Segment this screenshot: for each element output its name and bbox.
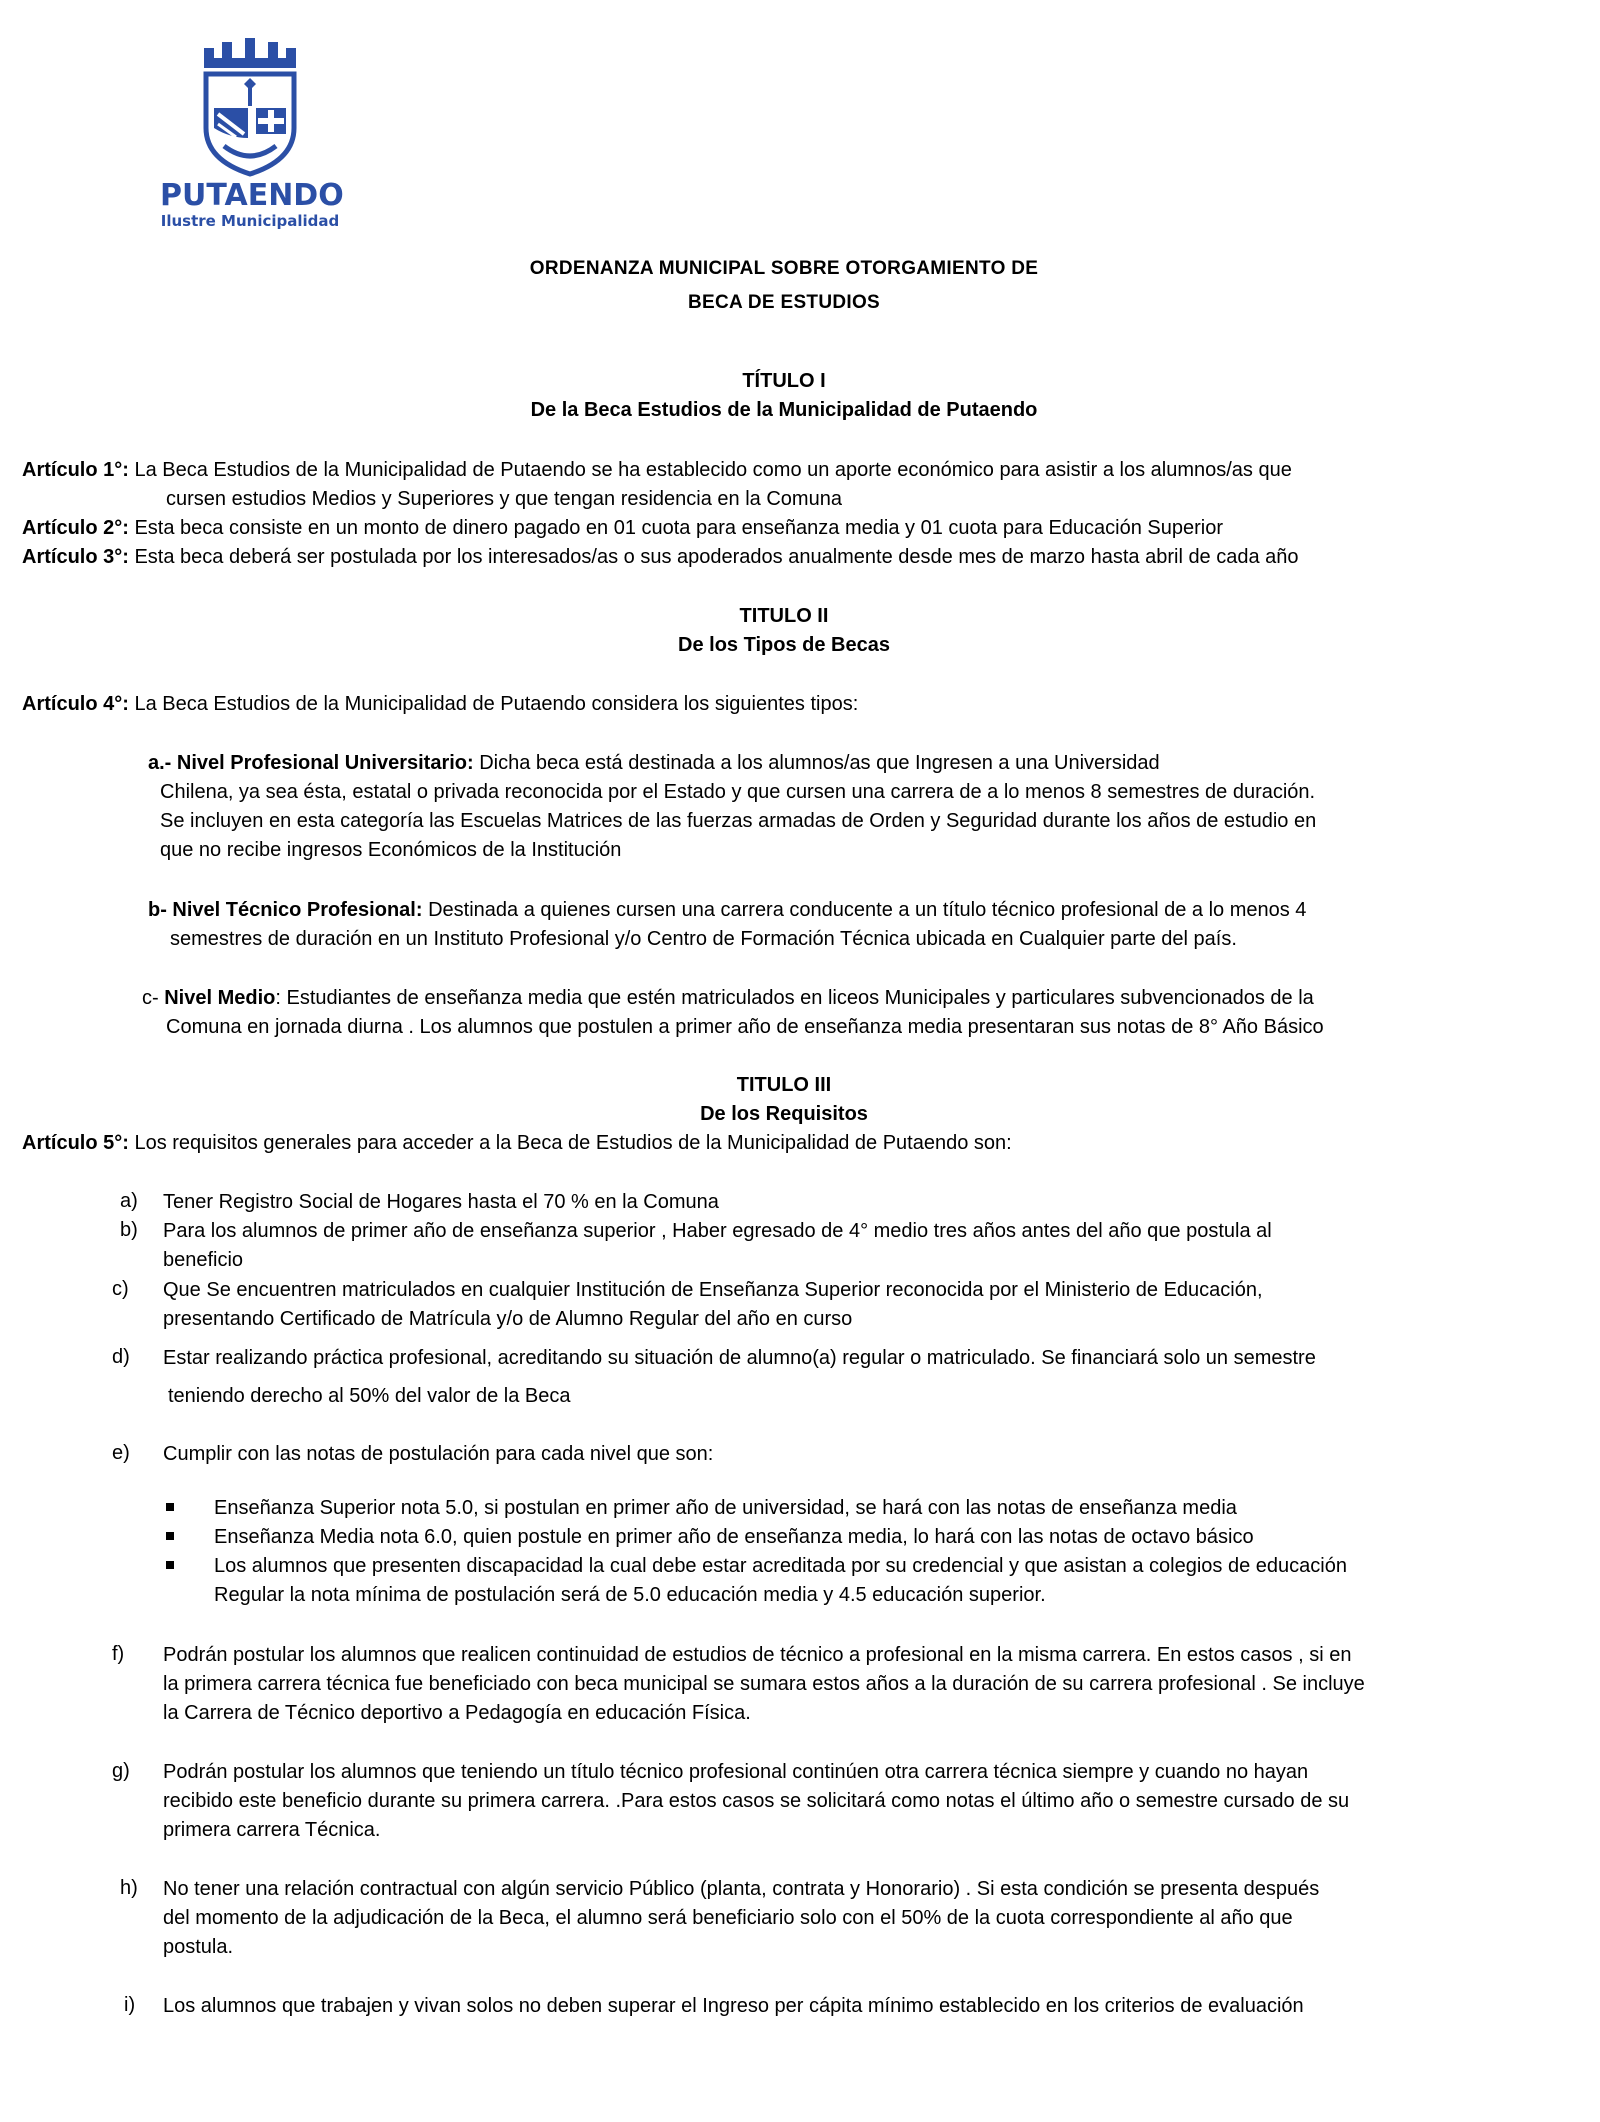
art2-text: Esta beca consiste en un monto de dinero pagado en 01 cuota para enseñanza media y 01 cuota para Educación Superior: [128, 517, 1223, 539]
req-b-mark: b): [120, 1219, 138, 1241]
req-d-mark: d): [112, 1346, 130, 1368]
tipo-a-line4: que no recibe ingresos Económicos de la Institución: [160, 839, 622, 861]
art3-line: [22, 545, 1299, 569]
tipo-b-line1: [148, 898, 1306, 922]
tipo-c-line1: [142, 986, 1314, 1010]
art5-label: Artículo 5°:: [22, 1132, 129, 1154]
req-a-mark: a): [120, 1190, 138, 1212]
tipo-a-line1: [148, 751, 1160, 775]
tipo-c-text1: : Estudiantes de enseñanza media que estén matriculados en liceos Municipales y particulares subvencionados de la: [275, 987, 1314, 1009]
art1-line1: [22, 458, 1292, 482]
req-b-line2: beneficio: [163, 1249, 244, 1271]
req-i-mark: i): [124, 1994, 136, 2016]
req-b-line1: Para los alumnos de primer año de enseñanza superior , Haber egresado de 4° medio tres años antes del año que postula al: [163, 1220, 1272, 1242]
req-e-bullet3: Los alumnos que presenten discapacidad la cual debe estar acreditada por su credencial y que asistan a colegios de educación: [214, 1555, 1347, 1577]
art3-label: Artículo 3°:: [22, 546, 129, 568]
bullet-icon: [166, 1561, 174, 1569]
req-g-line2: recibido este beneficio durante su primera carrera. .Para estos casos se solicitará como notas el último año o semestre cursado de su: [163, 1790, 1350, 1812]
tipo-a-line3: Se incluyen en esta categoría las Escuelas Matrices de las fuerzas armadas de Orden y Seguridad durante los años de estudio en: [160, 810, 1317, 832]
bullet-icon: [166, 1503, 174, 1511]
req-e-line1: Cumplir con las notas de postulación para cada nivel que son:: [163, 1443, 714, 1465]
art5-line: [22, 1131, 1012, 1155]
tipo-c-line2: Comuna en jornada diurna . Los alumnos que postulen a primer año de enseñanza media presentaran sus notas de 8° Año Básico: [166, 1016, 1324, 1038]
titulo3-subheading: De los Requisitos: [700, 1103, 868, 1125]
art3-text: Esta beca deberá ser postulada por los interesados/as o sus apoderados anualmente desde mes de marzo hasta abril de cada año: [128, 546, 1299, 568]
art4-text: La Beca Estudios de la Municipalidad de Putaendo considera los siguientes tipos:: [128, 693, 859, 715]
req-f-line1: Podrán postular los alumnos que realicen continuidad de estudios de técnico a profesional en la misma carrera. En estos casos , si en: [163, 1644, 1352, 1666]
tipo-a-label: a.- Nivel Profesional Universitario:: [148, 752, 474, 774]
req-h-line3: postula.: [163, 1936, 234, 1958]
bullet-icon: [166, 1532, 174, 1540]
req-g-line3: primera carrera Técnica.: [163, 1819, 381, 1841]
titulo3-heading: TITULO III: [736, 1074, 832, 1096]
art2-label: Artículo 2°:: [22, 517, 129, 539]
req-c-line1: Que Se encuentren matriculados en cualquier Institución de Enseñanza Superior reconocida por el Ministerio de Educación,: [163, 1279, 1263, 1301]
req-i-line1: Los alumnos que trabajen y vivan solos no deben superar el Ingreso per cápita mínimo establecido en los criterios de evaluación: [163, 1995, 1304, 2017]
document-title-line2: BECA DE ESTUDIOS: [687, 292, 880, 313]
logo-name: PUTAENDO: [160, 178, 344, 213]
req-f-line2: la primera carrera técnica fue beneficiado con beca municipal se sumara estos años a la duración de su carrera profesional . Se incluye: [163, 1673, 1365, 1695]
req-g-line1: Podrán postular los alumnos que teniendo un título técnico profesional continúen otra carrera técnica siempre y cuando no hayan: [163, 1761, 1309, 1783]
tipo-b-line2: semestres de duración en un Instituto Profesional y/o Centro de Formación Técnica ubicada en Cualquier parte del país.: [170, 928, 1237, 950]
tipo-b-text1: Destinada a quienes cursen una carrera conducente a un título técnico profesional de a lo menos 4: [422, 899, 1307, 921]
document-title-line1: ORDENANZA MUNICIPAL SOBRE OTORGAMIENTO DE: [529, 258, 1039, 279]
req-e-bullet1: Enseñanza Superior nota 5.0, si postulan en primer año de universidad, se hará con las notas de enseñanza media: [214, 1497, 1237, 1519]
req-e-mark: e): [112, 1442, 130, 1464]
req-e-bullet2: Enseñanza Media nota 6.0, quien postule en primer año de enseñanza media, lo hará con las notas de octavo básico: [214, 1526, 1254, 1548]
art2-line: [22, 516, 1223, 540]
tipo-a-line2: Chilena, ya sea ésta, estatal o privada reconocida por el Estado y que cursen una carrera de a lo menos 8 semestres de duración.: [160, 781, 1316, 803]
req-d-line1: Estar realizando práctica profesional, acreditando su situación de alumno(a) regular o matriculado. Se financiará solo un semestre: [163, 1347, 1316, 1369]
titulo2-heading: TITULO II: [739, 605, 829, 627]
municipal-logo: [160, 38, 344, 238]
art1-label: Artículo 1°:: [22, 459, 129, 481]
logo-subtitle: Ilustre Municipalidad: [160, 212, 340, 230]
req-d-line2: teniendo derecho al 50% del valor de la Beca: [168, 1385, 571, 1407]
tipo-c-prefix: c-: [142, 987, 159, 1009]
req-g-mark: g): [112, 1760, 130, 1782]
req-a-line1: Tener Registro Social de Hogares hasta el 70 % en la Comuna: [163, 1191, 719, 1213]
tipo-b-label: b- Nivel Técnico Profesional:: [148, 899, 423, 921]
coat-of-arms-icon: [200, 38, 300, 178]
tipo-a-text1: Dicha beca está destinada a los alumnos/as que Ingresen a una Universidad: [473, 752, 1160, 774]
req-e-bullet3-cont: Regular la nota mínima de postulación será de 5.0 educación media y 4.5 educación superior.: [214, 1584, 1046, 1606]
req-h-line2: del momento de la adjudicación de la Beca, el alumno será beneficiario solo con el 50% de la cuota correspondiente al año que: [163, 1907, 1293, 1929]
req-f-line3: la Carrera de Técnico deportivo a Pedagogía en educación Física.: [163, 1702, 751, 1724]
art1-text1: La Beca Estudios de la Municipalidad de Putaendo se ha establecido como un aporte económico para asistir a los alumnos/as que: [128, 459, 1292, 481]
art4-label: Artículo 4°:: [22, 693, 129, 715]
titulo1-subheading: De la Beca Estudios de la Municipalidad de Putaendo: [530, 399, 1038, 421]
titulo2-subheading: De los Tipos de Becas: [678, 634, 890, 656]
art4-line: [22, 692, 858, 716]
art1-line2: cursen estudios Medios y Superiores y que tengan residencia en la Comuna: [166, 488, 842, 510]
titulo1-heading: TÍTULO I: [742, 370, 826, 392]
req-f-mark: f): [112, 1643, 125, 1665]
req-h-line1: No tener una relación contractual con algún servicio Público (planta, contrata y Honorario) . Si esta condición se presenta después: [163, 1878, 1320, 1900]
art5-text: Los requisitos generales para acceder a la Beca de Estudios de la Municipalidad de Putaendo son:: [128, 1132, 1012, 1154]
req-h-mark: h): [120, 1877, 138, 1899]
tipo-c-label: Nivel Medio: [158, 987, 276, 1009]
req-c-mark: c): [112, 1278, 129, 1300]
req-c-line2: presentando Certificado de Matrícula y/o de Alumno Regular del año en curso: [163, 1308, 853, 1330]
